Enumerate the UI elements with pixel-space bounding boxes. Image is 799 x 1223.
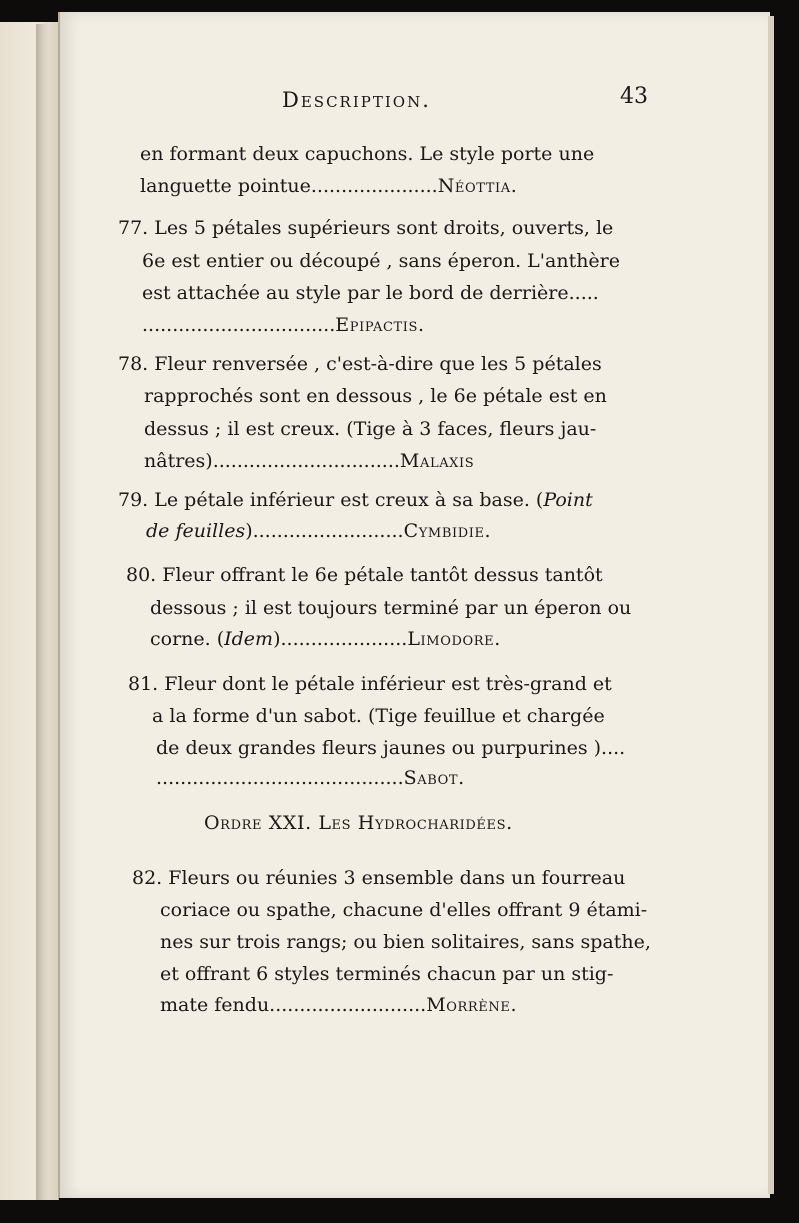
text-line: rapprochés sont en dessous , le 6e pétale est en <box>144 385 607 407</box>
text-line: languette pointue.....................Néottia. <box>140 175 518 197</box>
text-line: ................................Epipactis. <box>142 314 425 336</box>
text-line: dessous ; il est toujours terminé par un éperon ou <box>150 597 632 619</box>
text-line: mate fendu..........................Morrène. <box>160 994 518 1016</box>
entry-number: 78. <box>118 353 149 375</box>
entry-78-first-line: 78. Fleur renversée , c'est-à-dire que les 5 pétales <box>118 353 602 375</box>
text-line: de deux grandes fleurs jaunes ou purpurines ).... <box>156 737 626 759</box>
text-line: et offrant 6 styles terminés chacun par un stig- <box>160 963 614 985</box>
page-number: 43 <box>620 84 648 109</box>
entry-number: 79. <box>118 489 149 511</box>
genus-name: Néottia. <box>437 175 518 197</box>
entry-80-first-line: 80. Fleur offrant le 6e pétale tantôt dessus tantôt <box>126 564 603 586</box>
entry-77-first-line: 77. Les 5 pétales supérieurs sont droits, ouverts, le <box>118 217 614 239</box>
text-line: en formant deux capuchons. Le style porte une <box>140 143 595 165</box>
text-line: nâtres)...............................Malaxis <box>144 450 475 472</box>
order-heading: Ordre XXI. Les Hydrocharidées. <box>204 812 513 834</box>
entry-79-first-line: 79. Le pétale inférieur est creux à sa base. (Point <box>118 489 593 511</box>
entry-number: 80. <box>126 564 157 586</box>
text-line: coriace ou spathe, chacune d'elles offrant 9 étami- <box>160 899 648 921</box>
genus-name: Epipactis. <box>335 314 425 336</box>
text-line: de feuilles).........................Cymbidie. <box>146 520 492 542</box>
text-line: 6e est entier ou découpé , sans éperon. L'anthère <box>142 250 621 272</box>
genus-name: Limodore. <box>407 628 501 650</box>
text-line: .........................................Sabot. <box>156 767 465 789</box>
entry-81-first-line: 81. Fleur dont le pétale inférieur est très-grand et <box>128 673 612 695</box>
entry-number: 82. <box>132 867 163 889</box>
running-title: Description. <box>282 88 431 112</box>
entry-number: 77. <box>118 217 149 239</box>
entry-82-first-line: 82. Fleurs ou réunies 3 ensemble dans un fourreau <box>132 867 626 889</box>
genus-name: Morrène. <box>426 994 518 1016</box>
genus-name: Cymbidie. <box>403 520 492 542</box>
text-line: a la forme d'un sabot. (Tige feuillue et chargée <box>152 705 605 727</box>
text-line: dessus ; il est creux. (Tige à 3 faces, fleurs jau- <box>144 418 597 440</box>
genus-name: Malaxis <box>399 450 475 472</box>
text-line: est attachée au style par le bord de derrière..... <box>142 282 599 304</box>
text-line: nes sur trois rangs; ou bien solitaires, sans spathe, <box>160 931 651 953</box>
entry-number: 81. <box>128 673 159 695</box>
text-line: corne. (Idem).....................Limodore. <box>150 628 501 650</box>
genus-name: Sabot. <box>403 767 465 789</box>
